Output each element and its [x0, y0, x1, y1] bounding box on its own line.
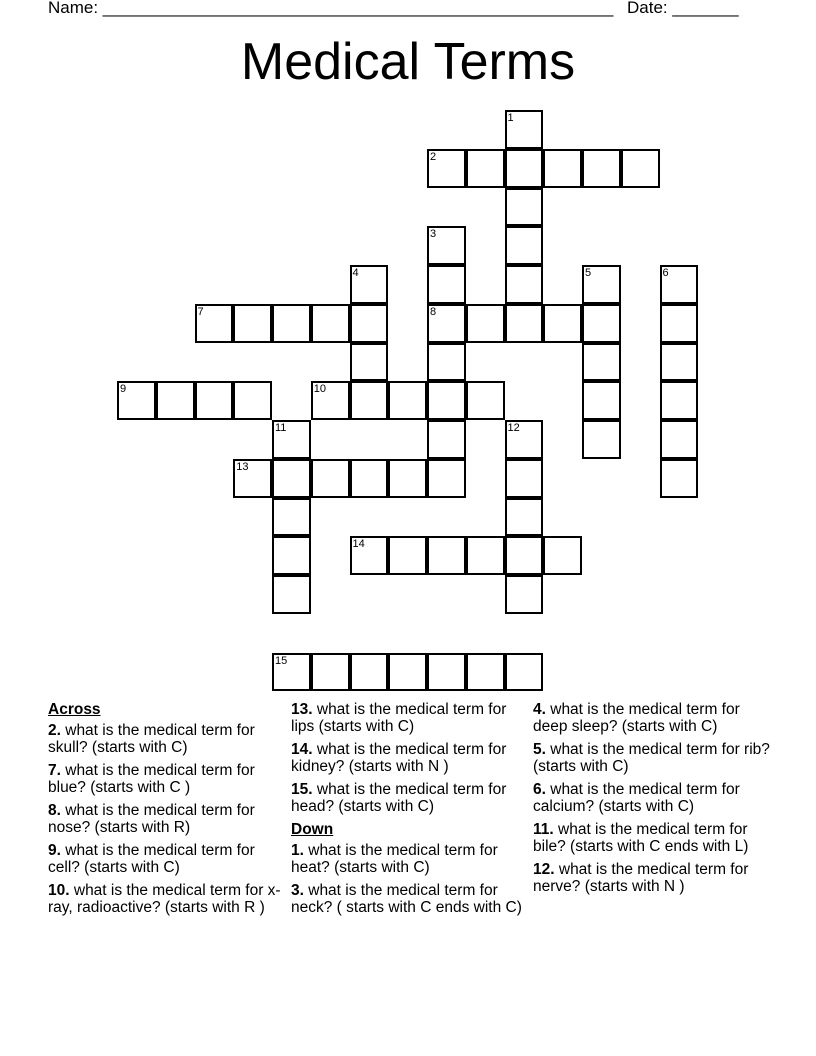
grid-cell[interactable] — [582, 265, 621, 304]
clue-number: 12 — [507, 422, 520, 434]
grid-cell[interactable] — [272, 575, 311, 614]
grid-cell[interactable] — [311, 304, 350, 343]
grid-cell[interactable] — [233, 381, 272, 420]
clue-number: 5 — [585, 267, 592, 279]
grid-cell[interactable] — [272, 459, 311, 498]
grid-cell[interactable] — [311, 459, 350, 498]
grid-cell[interactable] — [350, 653, 389, 692]
grid-cell[interactable] — [427, 536, 466, 575]
grid-cell[interactable] — [505, 226, 544, 265]
grid-cell[interactable] — [582, 420, 621, 459]
grid-cell[interactable] — [660, 381, 699, 420]
grid-cell[interactable] — [311, 653, 350, 692]
grid-cell[interactable] — [388, 653, 427, 692]
grid-cell[interactable] — [505, 304, 544, 343]
grid-cell[interactable] — [466, 381, 505, 420]
grid-cell[interactable] — [427, 653, 466, 692]
grid-cell[interactable] — [156, 381, 195, 420]
grid-cell[interactable] — [233, 459, 272, 498]
grid-cell[interactable] — [582, 149, 621, 188]
grid-cell[interactable] — [505, 459, 544, 498]
clue-number: 3 — [430, 228, 437, 241]
page-title: Medical Terms — [240, 33, 576, 91]
grid-cell[interactable] — [272, 536, 311, 575]
grid-cell[interactable] — [427, 381, 466, 420]
grid-cell[interactable] — [272, 653, 311, 692]
grid-cell[interactable] — [195, 304, 234, 343]
clue-number: 6 — [662, 267, 669, 279]
grid-cell[interactable] — [350, 343, 389, 382]
clue-across-2: 2. what is the medical term for skull? (starts with C) — [48, 722, 255, 756]
grid-cell[interactable] — [505, 188, 544, 227]
clue-number: 11 — [275, 422, 287, 434]
grid-cell[interactable] — [466, 149, 505, 188]
grid-cell[interactable] — [466, 536, 505, 575]
down-heading: Down — [291, 821, 334, 838]
grid-cell[interactable] — [505, 536, 544, 575]
clue-number: 15 — [275, 654, 288, 667]
grid-cell[interactable] — [388, 459, 427, 498]
grid-cell[interactable] — [505, 498, 544, 537]
grid-cell[interactable] — [582, 343, 621, 382]
grid-cell[interactable] — [543, 304, 582, 343]
grid-cell[interactable] — [388, 381, 427, 420]
clue-down-3: 3. what is the medical term for neck? ( starts with C ends with C) — [291, 882, 522, 916]
grid-cell[interactable] — [427, 343, 466, 382]
grid-cell[interactable] — [117, 381, 156, 420]
grid-cell[interactable] — [427, 265, 466, 304]
grid-cell[interactable] — [350, 304, 389, 343]
grid-cell[interactable] — [350, 459, 389, 498]
grid-cell[interactable] — [427, 226, 466, 265]
grid-cell[interactable] — [505, 420, 544, 459]
clue-across-15: 15. what is the medical term for head? (starts with C) — [291, 781, 507, 815]
grid-cell[interactable] — [350, 536, 389, 575]
grid-cell[interactable] — [543, 149, 582, 188]
grid-cell[interactable] — [660, 304, 699, 343]
grid-cell[interactable] — [233, 304, 272, 343]
grid-cell[interactable] — [272, 498, 311, 537]
clue-down-11: 11. what is the medical term for bile? (starts with C ends with L) — [533, 821, 749, 855]
grid-cell[interactable] — [505, 575, 544, 614]
clue-number: 2 — [430, 150, 437, 163]
grid-cell[interactable] — [660, 343, 699, 382]
clues-column-3 — [533, 701, 773, 901]
grid-cell[interactable] — [427, 459, 466, 498]
grid-cell[interactable] — [660, 420, 699, 459]
clue-down-5: 5. what is the medical term for rib? (starts with C) — [533, 741, 770, 775]
grid-cell[interactable] — [427, 304, 466, 343]
grid-cell[interactable] — [582, 304, 621, 343]
grid-cell[interactable] — [466, 304, 505, 343]
grid-cell[interactable] — [466, 653, 505, 692]
grid-cell[interactable] — [350, 265, 389, 304]
clue-down-12: 12. what is the medical term for nerve? (starts with N ) — [533, 861, 749, 895]
clue-number: 7 — [197, 305, 204, 318]
grid-cell[interactable] — [660, 265, 699, 304]
grid-cell[interactable] — [272, 420, 311, 459]
clue-number: 10 — [313, 383, 326, 396]
grid-cell[interactable] — [427, 149, 466, 188]
clue-down-4: 4. what is the medical term for deep sleep? (starts with C) — [533, 701, 740, 735]
grid-cell[interactable] — [311, 381, 350, 420]
grid-cell[interactable] — [505, 110, 544, 149]
clue-number: 9 — [120, 383, 127, 396]
across-heading: Across — [48, 701, 101, 718]
grid-cell[interactable] — [388, 536, 427, 575]
clue-number: 14 — [352, 538, 365, 551]
clue-across-9: 9. what is the medical term for cell? (starts with C) — [48, 842, 255, 876]
name-field-label: Name: ______________________________________________________ — [48, 0, 614, 17]
clue-down-1: 1. what is the medical term for heat? (starts with C) — [291, 842, 498, 876]
grid-cell[interactable] — [505, 653, 544, 692]
clues-column-2 — [291, 701, 531, 922]
clues-column-1 — [48, 701, 288, 922]
clue-number: 8 — [430, 305, 437, 318]
clue-across-13: 13. what is the medical term for lips (starts with C) — [291, 701, 507, 735]
grid-cell[interactable] — [621, 149, 660, 188]
date-field-label: Date: _______ — [627, 0, 739, 17]
grid-cell[interactable] — [350, 381, 389, 420]
grid-cell[interactable] — [582, 381, 621, 420]
clue-across-10: 10. what is the medical term for x-ray, radioactive? (starts with R ) — [48, 882, 281, 916]
grid-cell[interactable] — [660, 459, 699, 498]
clue-across-7: 7. what is the medical term for blue? (starts with C ) — [48, 762, 255, 796]
grid-cell[interactable] — [543, 536, 582, 575]
clue-down-6: 6. what is the medical term for calcium? (starts with C) — [533, 781, 740, 815]
grid-cell[interactable] — [505, 265, 544, 304]
clue-number: 13 — [236, 460, 249, 473]
clue-number: 1 — [507, 112, 514, 124]
grid-cell[interactable] — [427, 420, 466, 459]
grid-cell[interactable] — [272, 304, 311, 343]
grid-cell[interactable] — [505, 149, 544, 188]
clue-across-14: 14. what is the medical term for kidney? (starts with N ) — [291, 741, 507, 775]
clue-number: 4 — [352, 267, 359, 279]
clue-across-8: 8. what is the medical term for nose? (starts with R) — [48, 802, 255, 836]
grid-cell[interactable] — [195, 381, 234, 420]
